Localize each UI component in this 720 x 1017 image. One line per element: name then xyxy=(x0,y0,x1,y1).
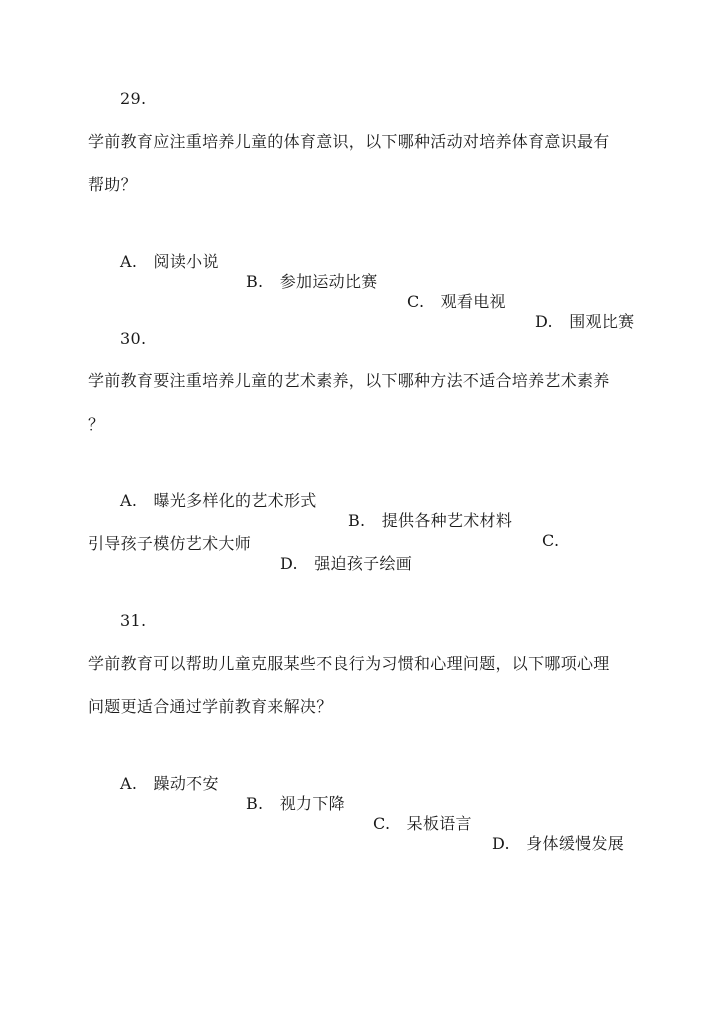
option-c: C. 呆板语言 xyxy=(373,814,472,833)
option-b: B. 参加运动比赛 xyxy=(246,272,378,291)
option-b: B. 提供各种艺术材料 xyxy=(348,511,513,530)
option-c: C. 观看电视 xyxy=(407,292,506,311)
option-b: B. 视力下降 xyxy=(246,794,345,813)
question-number: 31. xyxy=(120,611,147,630)
option-c-text: 引导孩子模仿艺术大师 xyxy=(88,534,252,553)
option-a: A. 曝光多样化的艺术形式 xyxy=(120,491,317,510)
option-d: D. 身体缓慢发展 xyxy=(492,834,625,853)
question-number: 29. xyxy=(120,89,147,108)
options-row xyxy=(120,754,625,874)
option-c-label: C. xyxy=(542,531,560,550)
option-a: A. 躁动不安 xyxy=(120,774,219,793)
option-d: D. 围观比赛 xyxy=(535,312,635,331)
option-d: D. 强迫孩子绘画 xyxy=(280,554,413,573)
question-text-line: ？ xyxy=(88,415,105,434)
question-text-line: 问题更适合通过学前教育来解决？ xyxy=(88,697,333,716)
option-a: A. 阅读小说 xyxy=(120,252,219,271)
question-text-line: 帮助？ xyxy=(88,175,137,194)
question-text-line: 学前教育应注重培养儿童的体育意识，以下哪种活动对培养体育意识最有 xyxy=(88,132,610,151)
question-text-line: 学前教育可以帮助儿童克服某些不良行为习惯和心理问题，以下哪项心理 xyxy=(88,654,610,673)
question-number: 30. xyxy=(120,329,147,348)
options-row-continued xyxy=(88,514,413,594)
question-text-line: 学前教育要注重培养儿童的艺术素养，以下哪种方法不适合培养艺术素养 xyxy=(88,371,610,390)
